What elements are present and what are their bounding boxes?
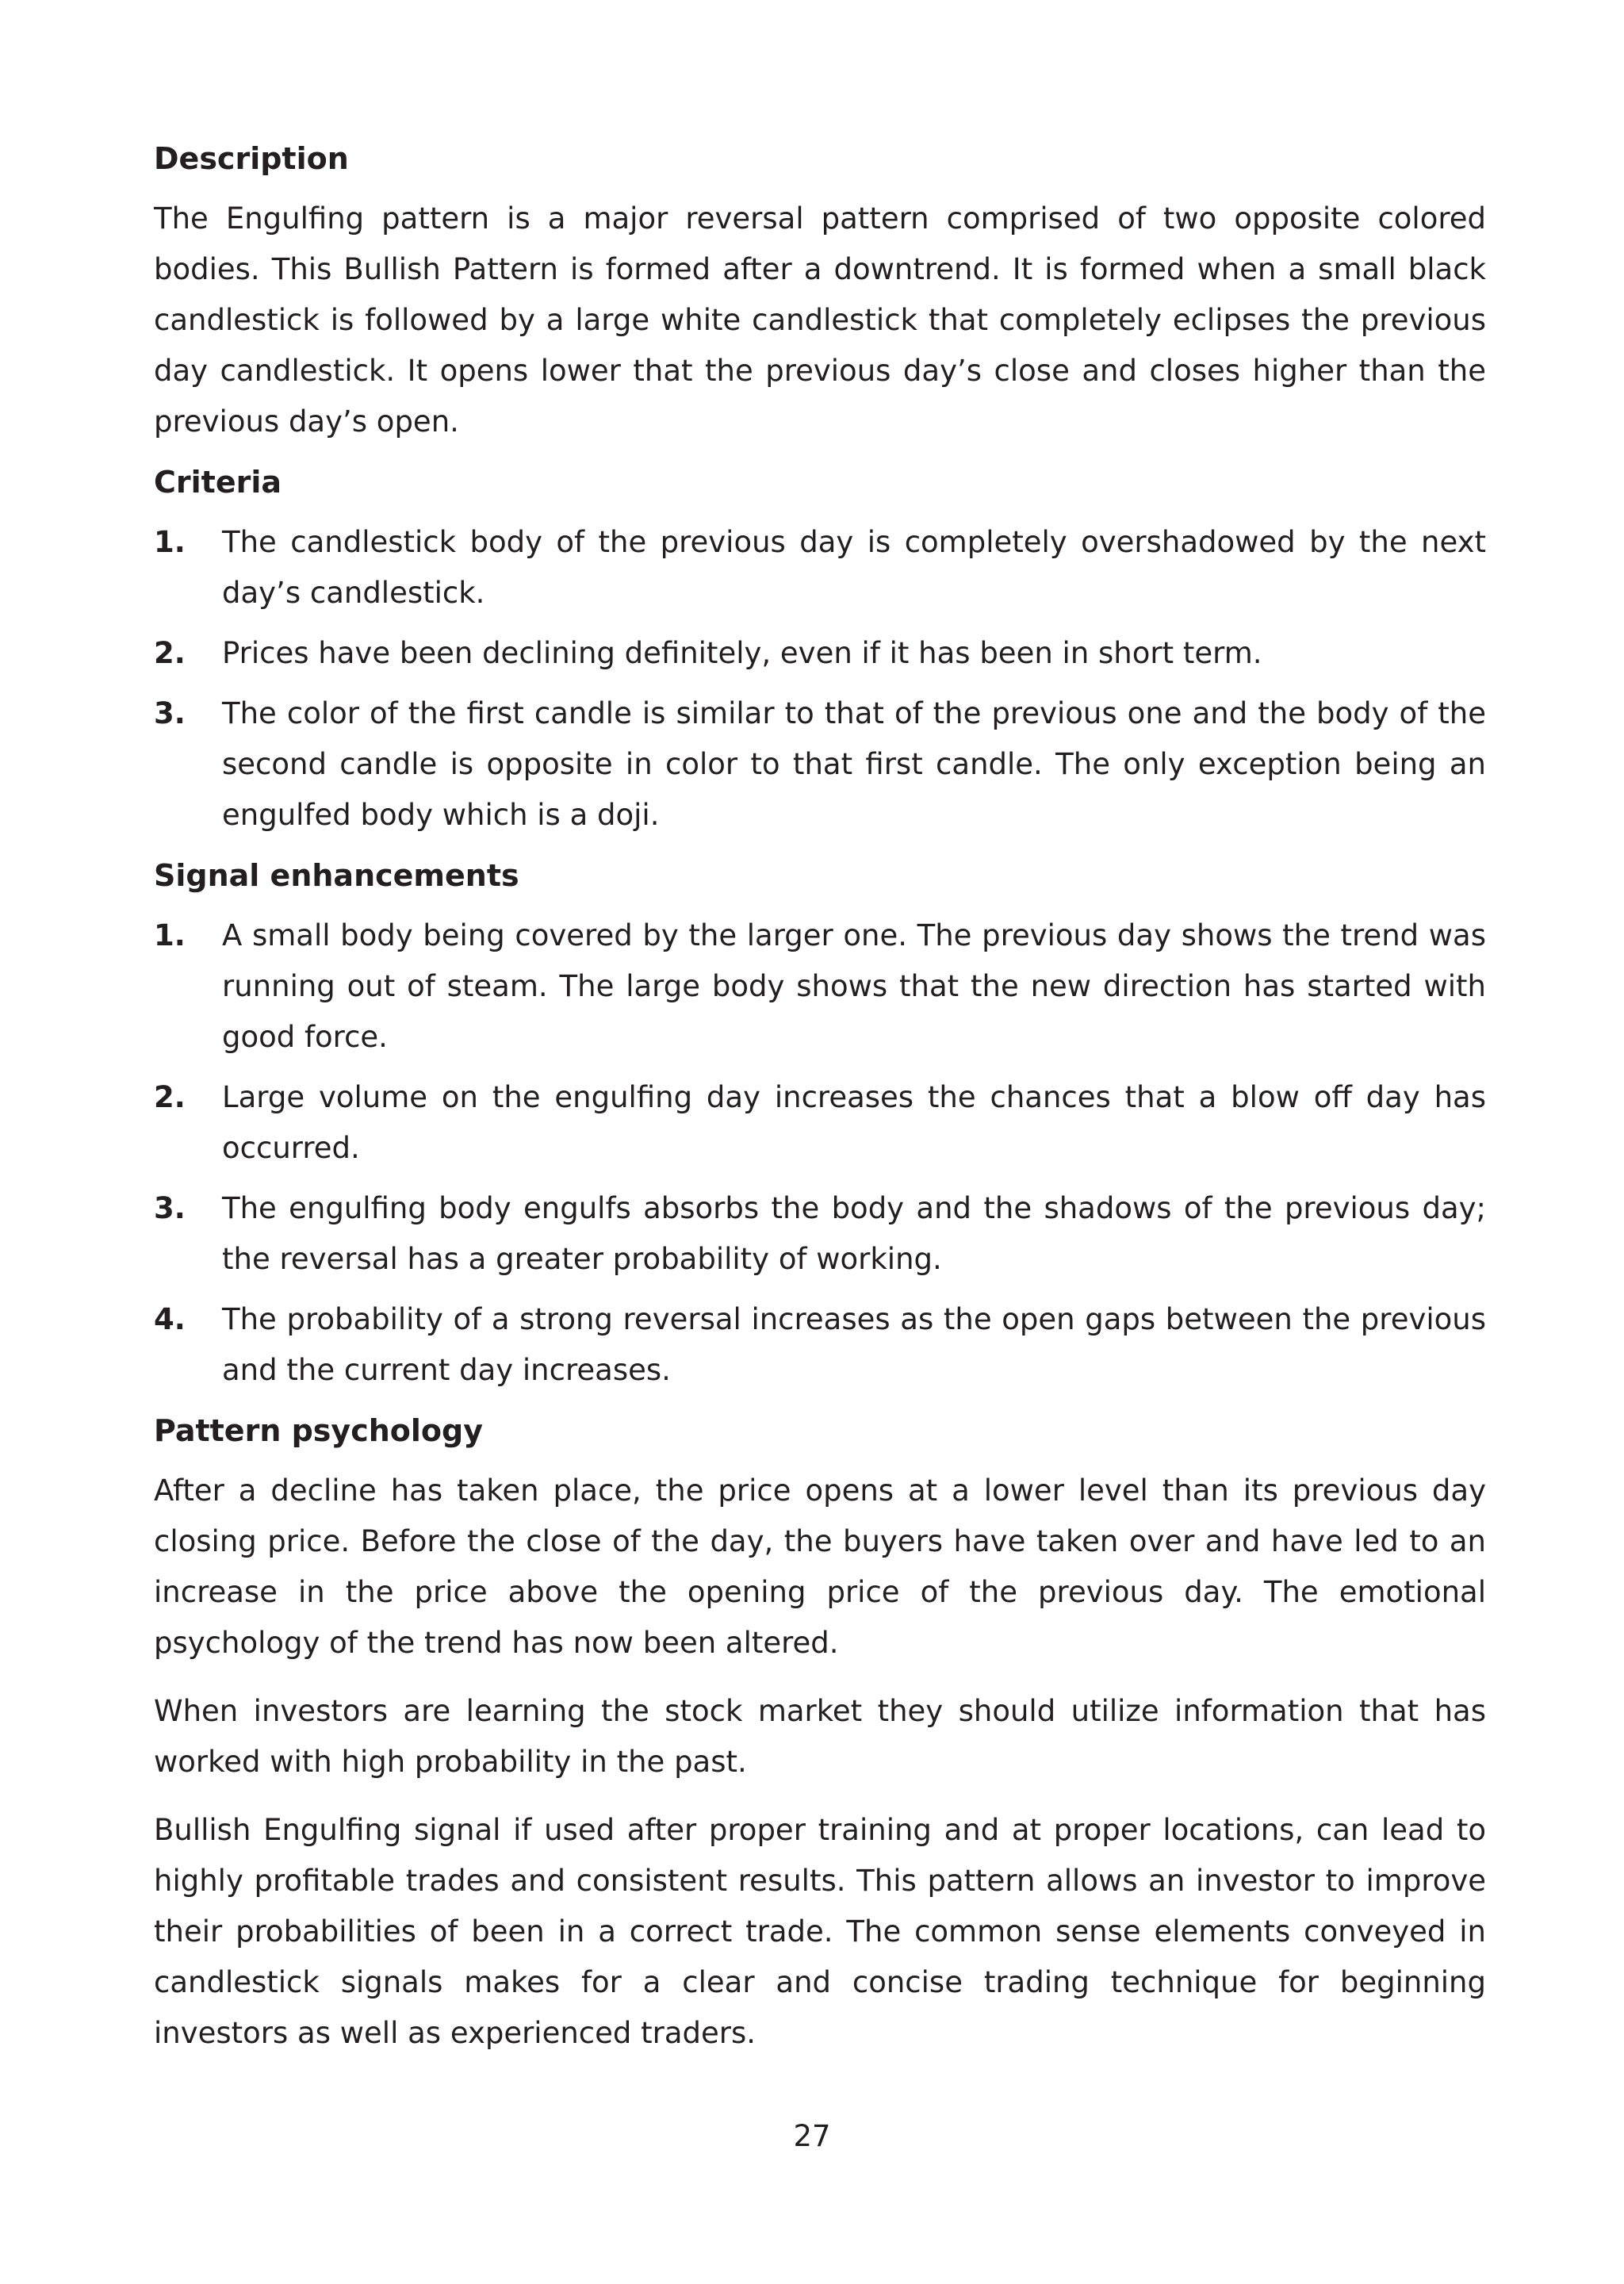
criteria-item: [154, 517, 1486, 619]
pattern-psychology-paragraph: Bullish Engulfing signal if used after proper training and at proper locations, can lead to highly profitable trades and consistent results. This pattern allows an investor to improve their probabilities of been in a correct trade. The common sense elements conveyed in candlestick signals makes for a clear and concise trading technique for beginning investors as well as experienced traders.: [154, 1813, 1486, 2050]
list-number: 2.: [154, 636, 186, 670]
signal-enhancement-item: [154, 1072, 1486, 1174]
list-number: 1.: [154, 918, 186, 952]
list-item-text: Prices have been declining definitely, even if it has been in short term.: [222, 636, 1262, 670]
list-item-text: The probability of a strong reversal increases as the open gaps between the previous and the current day increases.: [222, 1302, 1486, 1387]
signal-enhancements-list: [154, 910, 1486, 1396]
description-heading: Description: [154, 141, 349, 176]
list-number: 3.: [154, 1191, 186, 1225]
signal-enhancement-item: [154, 1183, 1486, 1285]
list-item-text: The engulfing body engulfs absorbs the body and the shadows of the previous day; the reversal has a greater probability of working.: [222, 1191, 1486, 1276]
pattern-psychology-paragraph: When investors are learning the stock market they should utilize information that has worked with high probability in the past.: [154, 1694, 1486, 1779]
criteria-list: [154, 517, 1486, 841]
pattern-psychology-paragraph: After a decline has taken place, the price opens at a lower level than its previous day closing price. Before the close of the day, the buyers have taken over and have led to an increase in the price above the opening price of the previous day. The emotional psychology of the trend has now been altered.: [154, 1473, 1486, 1660]
signal-enhancements-heading: Signal enhancements: [154, 858, 519, 893]
signal-enhancement-item: [154, 1294, 1486, 1396]
list-item-text: Large volume on the engulfing day increases the chances that a blow off day has occurred.: [222, 1080, 1486, 1165]
document-page: [154, 141, 1486, 2076]
criteria-item: [154, 688, 1486, 841]
list-number: 1.: [154, 525, 186, 559]
criteria-item: [154, 628, 1486, 679]
list-item-text: The color of the first candle is similar to that of the previous one and the body of the second candle is opposite in color to that first candle. The only exception being an engulfed body which is a doji.: [222, 696, 1486, 832]
list-number: 3.: [154, 696, 186, 730]
list-number: 4.: [154, 1302, 186, 1336]
signal-enhancement-item: [154, 910, 1486, 1063]
list-item-text: A small body being covered by the larger one. The previous day shows the trend was running out of steam. The large body shows that the new direction has started with good force.: [222, 918, 1486, 1054]
pattern-psychology-heading: Pattern psychology: [154, 1413, 483, 1448]
list-number: 2.: [154, 1080, 186, 1114]
page-number: 27: [793, 2119, 831, 2153]
description-paragraph: The Engulfing pattern is a major reversal pattern comprised of two opposite colored bodies. This Bullish Pattern is formed after a downtrend. It is formed when a small black candlestick is followed by a large white candlestick that completely eclipses the previous day candlestick. It opens lower that the previous day’s close and closes higher than the previous day’s open.: [154, 201, 1486, 439]
criteria-heading: Criteria: [154, 465, 282, 500]
list-item-text: The candlestick body of the previous day is completely overshadowed by the next day’s candlestick.: [222, 525, 1486, 610]
